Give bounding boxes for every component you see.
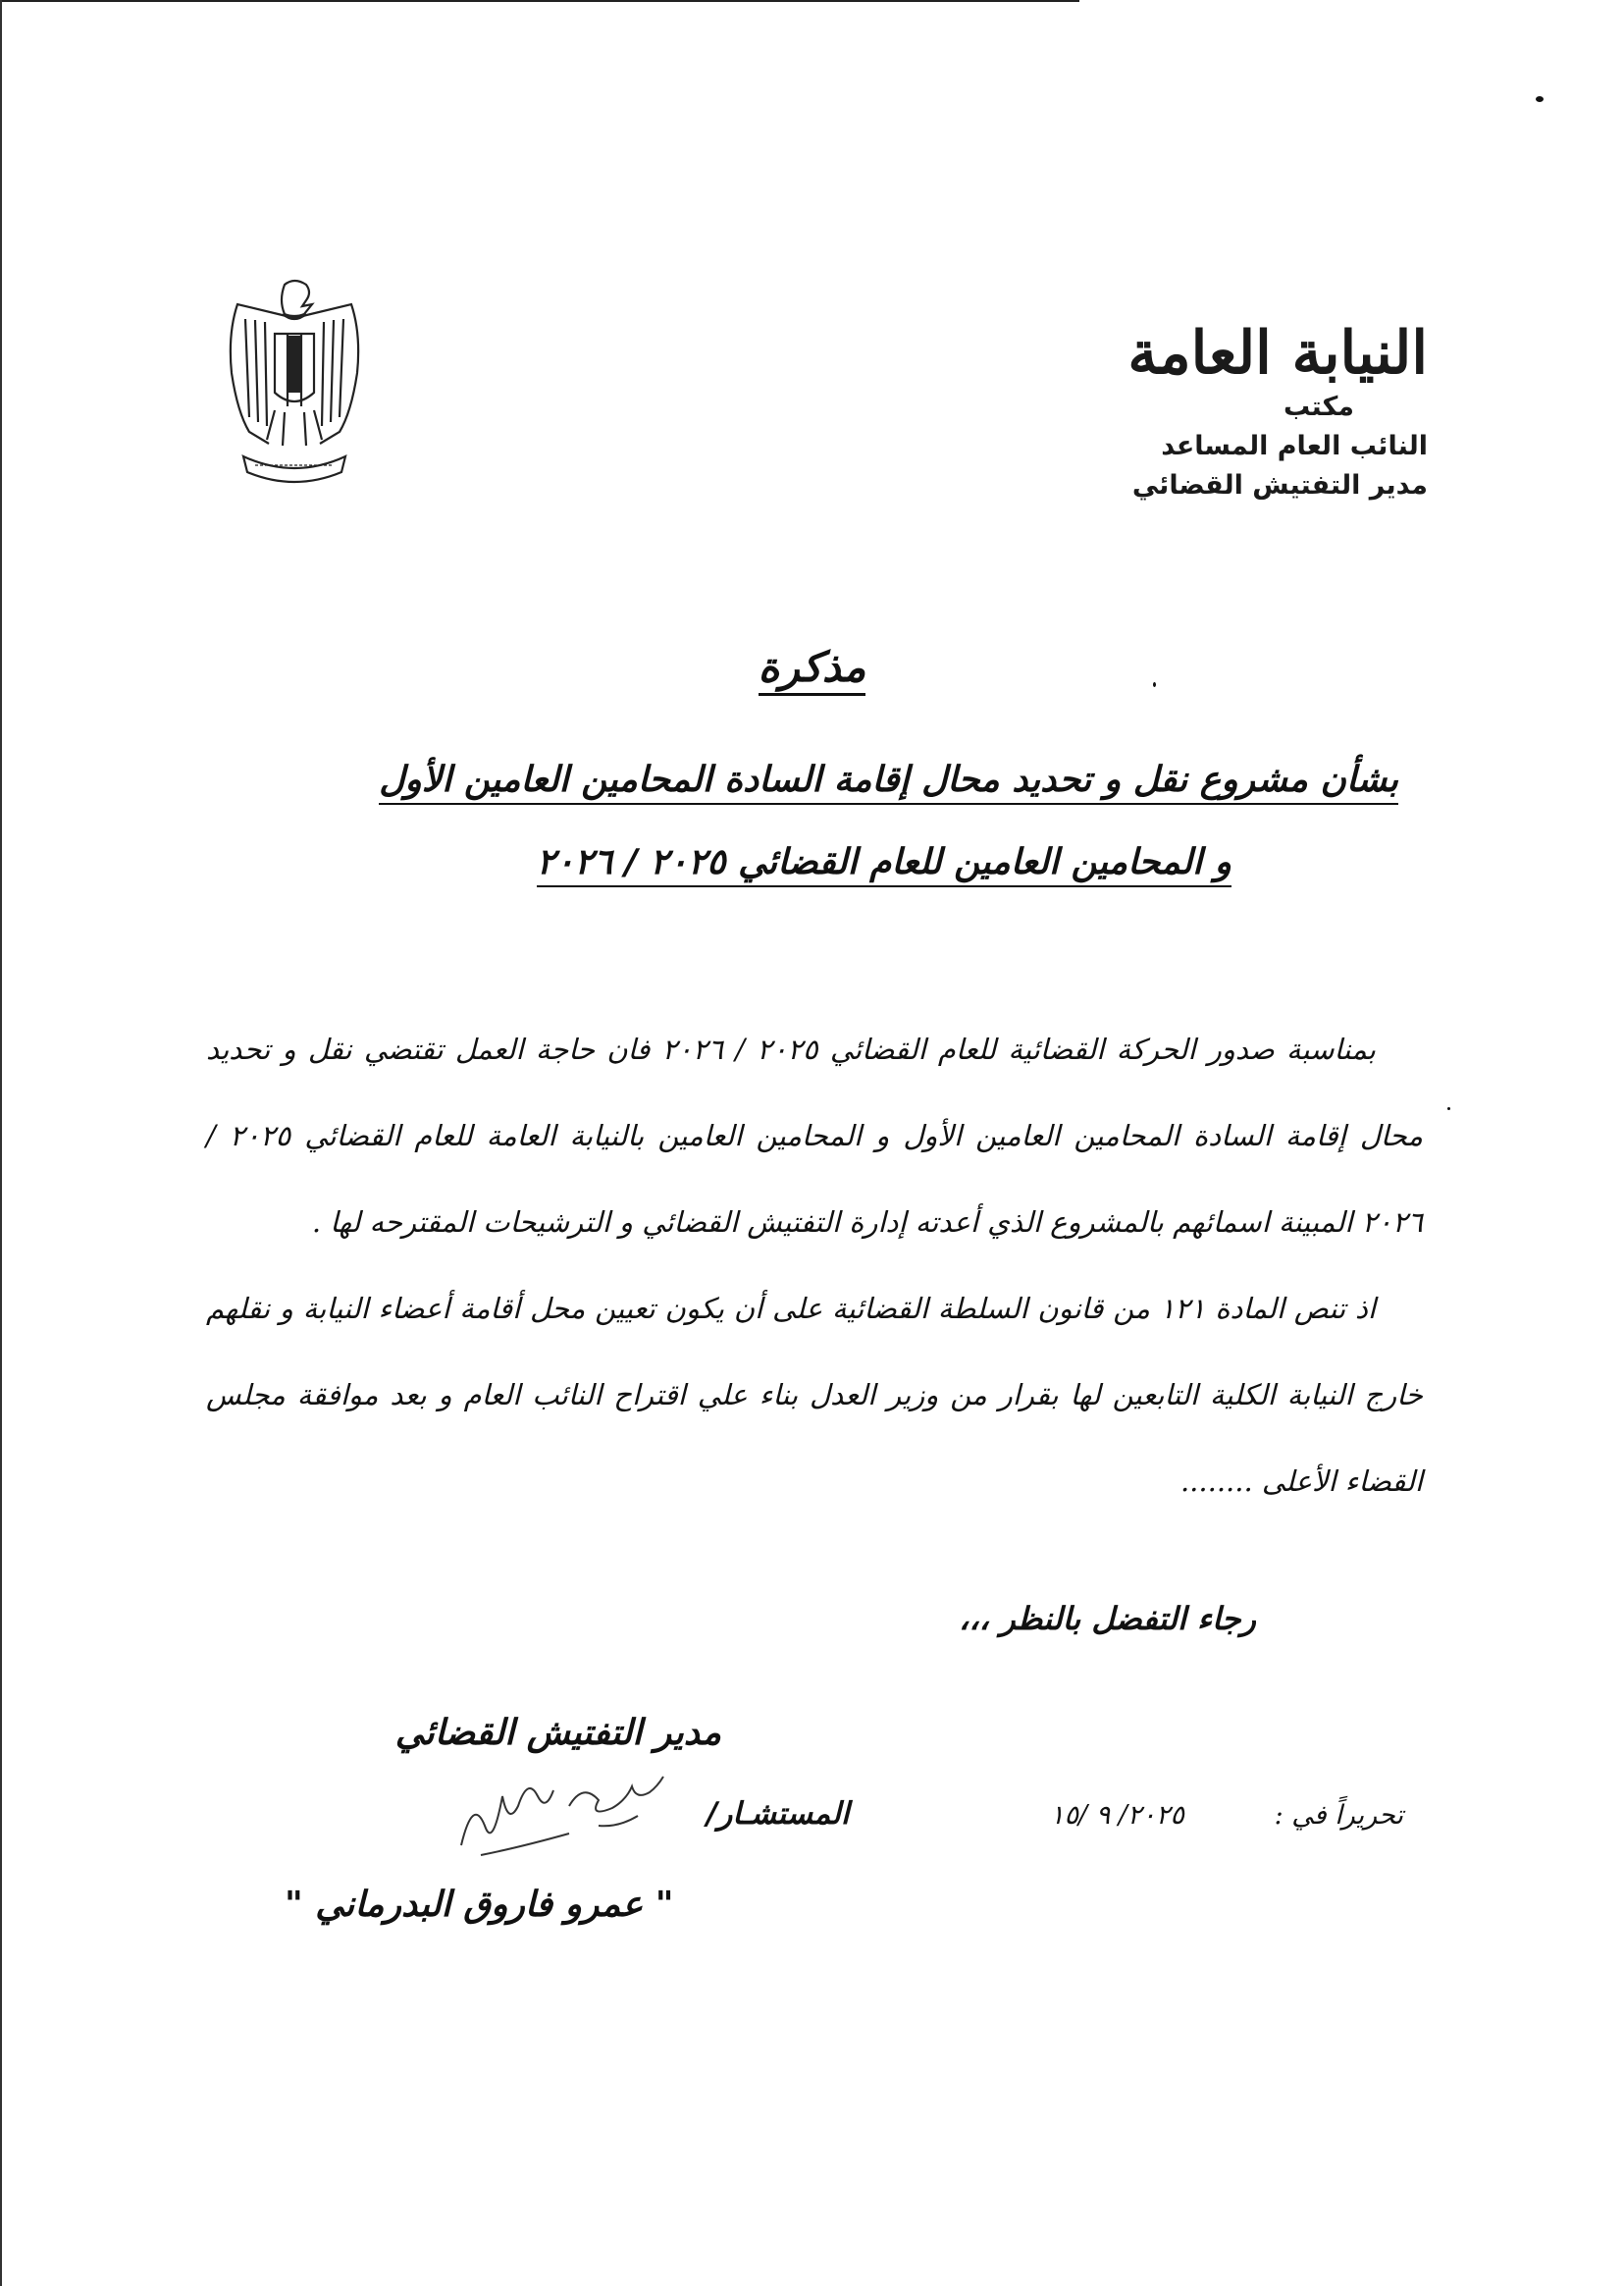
signer-name: " عمرو فاروق البدرماني " (285, 1885, 674, 1925)
counsel-label: المستشـار/ (707, 1796, 850, 1832)
body-paragraph-1-text: بمناسبة صدور الحركة القضائية للعام القضائي ٢٠٢٥ / ٢٠٢٦ فان حاجة العمل تقتضي نقل و تحديد محال إقامة السادة المحامين العامين الأول و المحامين العامين بالنيابة العامة للعام القضائي ٢٠٢٥ / ٢٠٢٦ المبينة اسمائهم بالمشروع الذي أعدته إدارة التفتيش القضائي و الترشيحات المقترحه لها . (206, 1033, 1423, 1239)
date-value: ٢٠٢٥/ ٩ /١٥ (1050, 1800, 1184, 1831)
subject-line-2 (379, 828, 1231, 897)
org-title: النيابة العامة (1127, 319, 1428, 388)
memo-title (0, 643, 1624, 691)
letterhead (1074, 319, 1428, 505)
scan-edge-top (0, 0, 1079, 2)
office-department: مدير التفتيش القضائي (1131, 470, 1428, 501)
date-label: تحريراً في : (1274, 1800, 1403, 1831)
memo-subject (379, 746, 1398, 897)
memo-title-text: مذكرة (759, 643, 866, 696)
memo-body (206, 1006, 1423, 1524)
subject-line-2-text: و المحامين العامين للعام القضائي ٢٠٢٥ / ٢٠٢٦ (537, 842, 1231, 887)
subject-line-1 (379, 746, 1398, 815)
office-label: مكتب (1283, 392, 1354, 422)
body-paragraph-2-text: اذ تنص المادة ١٢١ من قانون السلطة القضائية على أن يكون تعيين محل أقامة أعضاء النيابة و نقلهم خارج النيابة الكلية التابعين لها بقرار من وزير العدل بناء علي اقتراح النائب العام و بعد موافقة مجلس القضاء الأعلى ........ (206, 1292, 1423, 1498)
closing-text: رجاء التفضل بالنظر ،،، (959, 1600, 1256, 1637)
scan-edge-left (0, 0, 2, 2286)
office-title: النائب العام المساعد (1161, 431, 1428, 461)
scan-speck (1536, 96, 1544, 102)
signer-title: مدير التفتيش القضائي (394, 1713, 721, 1753)
scan-speck (1447, 1107, 1450, 1110)
handwritten-signature (451, 1767, 716, 1865)
eagle-emblem-icon (216, 275, 373, 501)
body-paragraph-1 (206, 1006, 1423, 1265)
body-paragraph-2 (206, 1265, 1423, 1524)
subject-line-1-text: بشأن مشروع نقل و تحديد محال إقامة السادة المحامين العامين الأول (379, 760, 1398, 805)
